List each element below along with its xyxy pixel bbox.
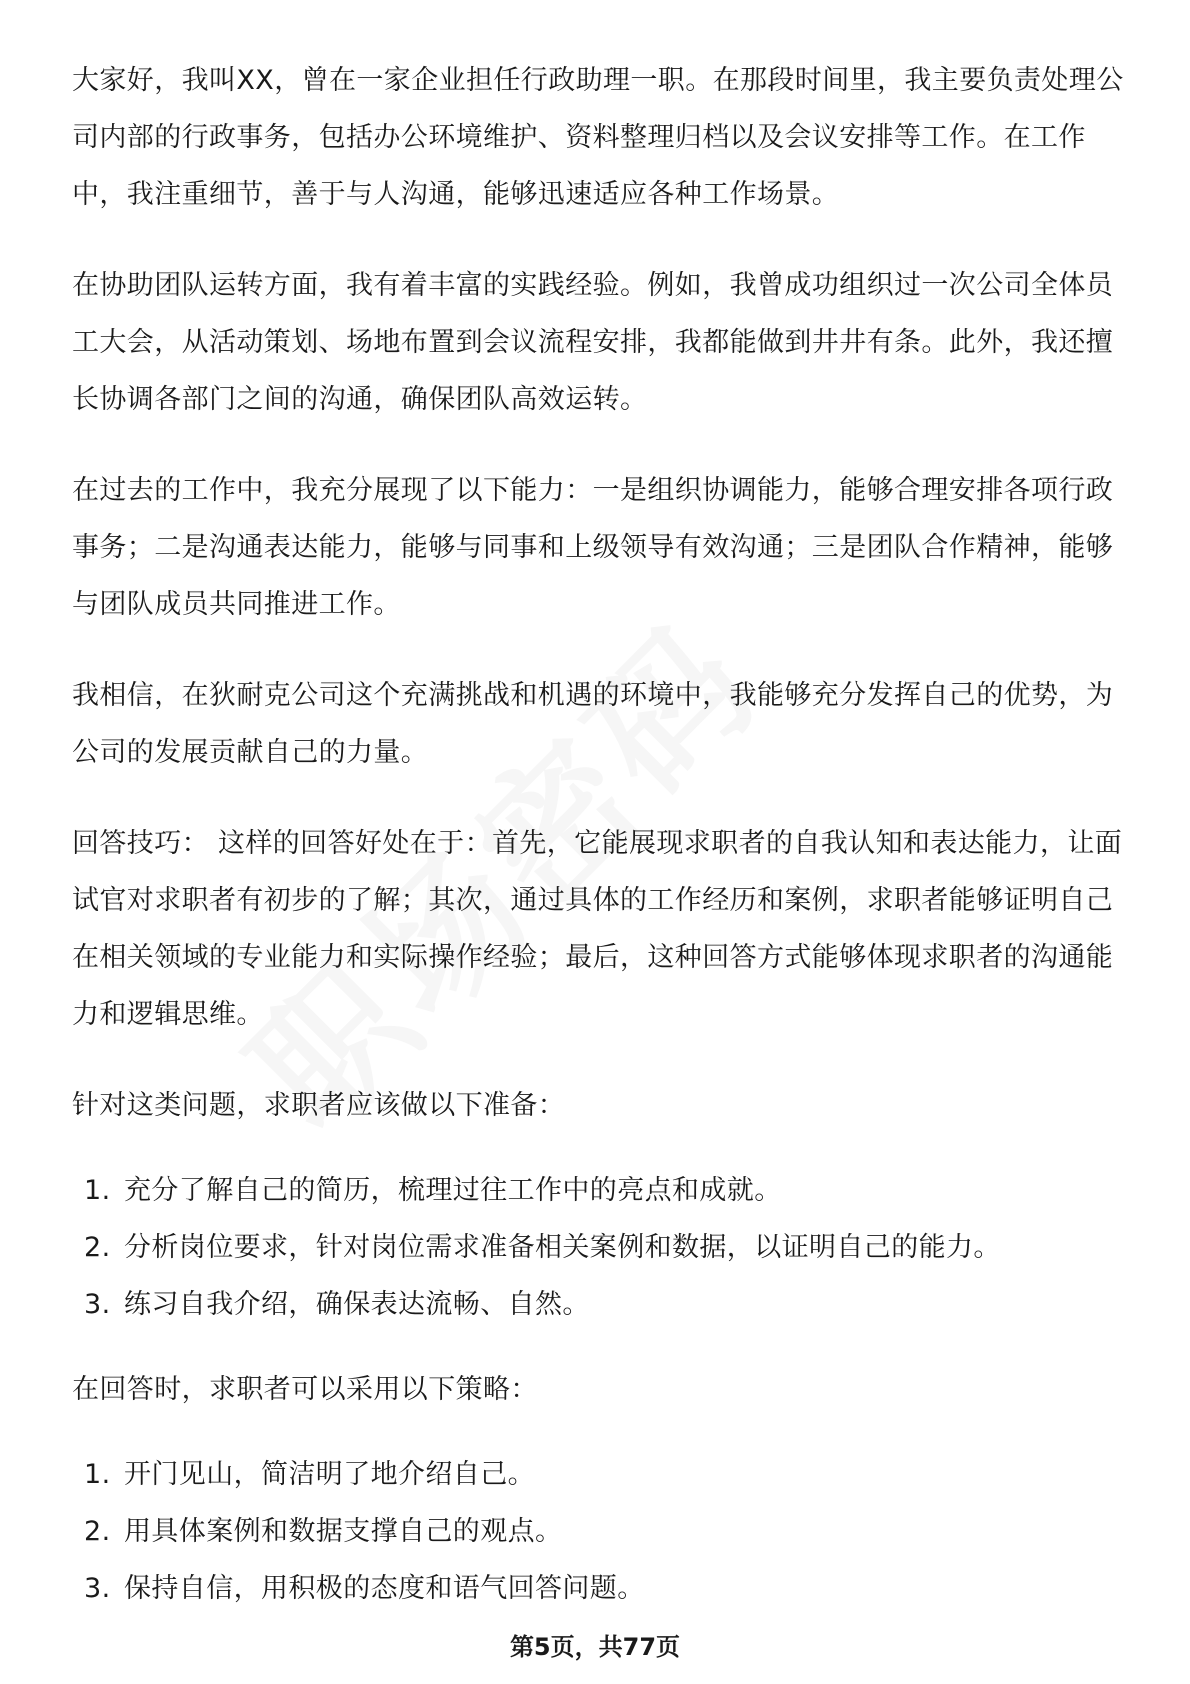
paragraph-preparation-heading: 针对这类问题，求职者应该做以下准备： xyxy=(72,1090,566,1121)
list-number: 1. xyxy=(84,1459,111,1490)
list-item xyxy=(72,1276,1132,1333)
page-number-footer: 第5页，共77页 xyxy=(509,1633,681,1661)
list-item xyxy=(72,1446,1132,1503)
paragraph-answer-tips: 回答技巧： 这样的回答好处在于：首先，它能展现求职者的自我认知和表达能力，让面试官对求职者有初步的了解；其次，通过具体的工作经历和案例，求职者能够证明自己在相关领域的专业能力和实际操作经验；最后，这种回答方式能够体现求职者的沟通能力和逻辑思维。 xyxy=(72,828,1123,1030)
list-text: 用具体案例和数据支撑自己的观点。 xyxy=(124,1516,563,1547)
list-number: 3. xyxy=(84,1573,111,1604)
paragraph-abilities: 在过去的工作中，我充分展现了以下能力：一是组织协调能力，能够合理安排各项行政事务；二是沟通表达能力，能够与同事和上级领导有效沟通；三是团队合作精神，能够与团队成员共同推进工作。 xyxy=(72,475,1114,620)
list-text: 保持自信，用积极的态度和语气回答问题。 xyxy=(124,1573,645,1604)
list-text: 练习自我介绍，确保表达流畅、自然。 xyxy=(124,1289,590,1320)
paragraph-intro: 大家好，我叫XX，曾在一家企业担任行政助理一职。在那段时间里，我主要负责处理公司内部的行政事务，包括办公环境维护、资料整理归档以及会议安排等工作。在工作中，我注重细节，善于与人沟通，能够迅速适应各种工作场景。 xyxy=(72,65,1124,210)
document-body xyxy=(72,52,1132,1617)
list-item xyxy=(72,1219,1132,1276)
list-item xyxy=(72,1162,1132,1219)
list-text: 充分了解自己的简历，梳理过往工作中的亮点和成就。 xyxy=(124,1175,782,1206)
paragraph-team-experience: 在协助团队运转方面，我有着丰富的实践经验。例如，我曾成功组织过一次公司全体员工大会，从活动策划、场地布置到会议流程安排，我都能做到井井有条。此外，我还擅长协调各部门之间的沟通，确保团队高效运转。 xyxy=(72,270,1114,415)
list-number: 3. xyxy=(84,1289,111,1320)
list-item xyxy=(72,1560,1132,1617)
paragraph-strategy-heading: 在回答时，求职者可以采用以下策略： xyxy=(72,1374,538,1405)
list-number: 2. xyxy=(84,1232,111,1263)
list-number: 2. xyxy=(84,1516,111,1547)
preparation-list xyxy=(72,1162,1132,1333)
list-text: 开门见山，简洁明了地介绍自己。 xyxy=(124,1459,535,1490)
strategy-list xyxy=(72,1446,1132,1617)
list-item xyxy=(72,1503,1132,1560)
list-number: 1. xyxy=(84,1175,111,1206)
list-text: 分析岗位要求，针对岗位需求准备相关案例和数据，以证明自己的能力。 xyxy=(124,1232,1001,1263)
paragraph-belief: 我相信，在狄耐克公司这个充满挑战和机遇的环境中，我能够充分发挥自己的优势，为公司的发展贡献自己的力量。 xyxy=(72,680,1114,768)
